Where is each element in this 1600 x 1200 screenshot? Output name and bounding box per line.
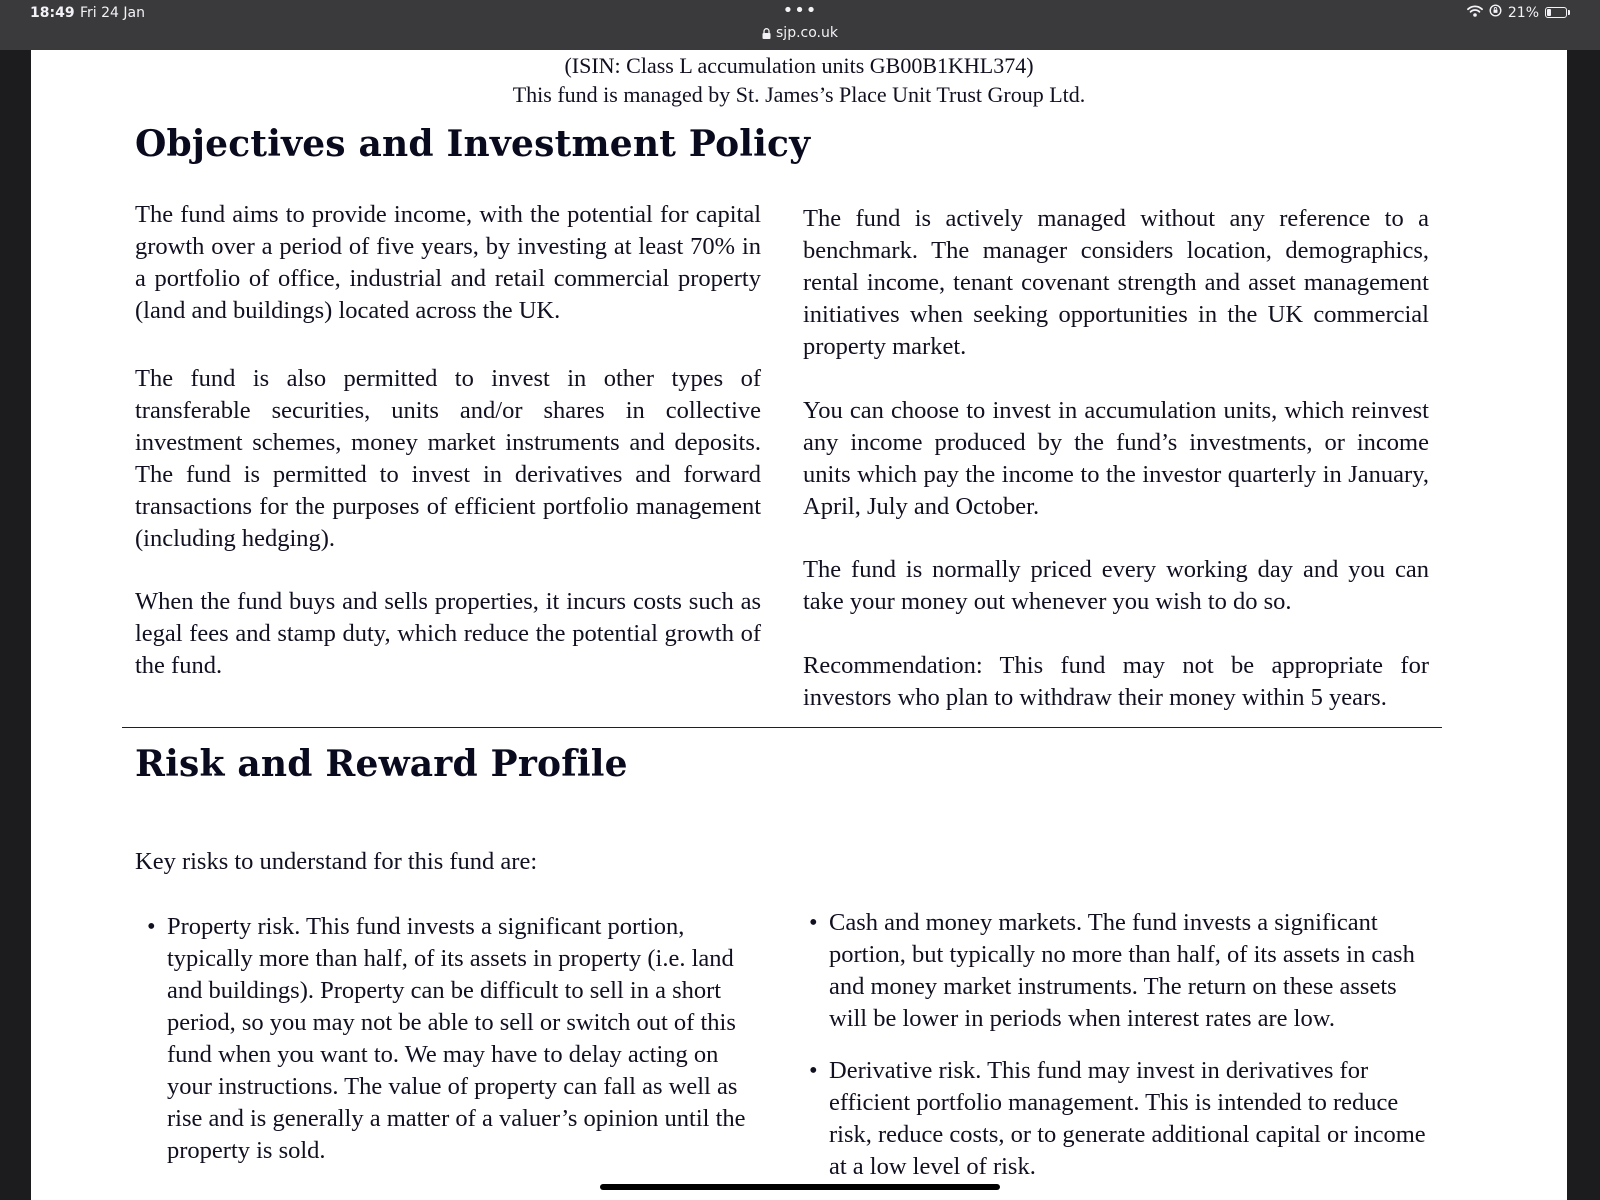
objectives-paragraph: The fund aims to provide income, with the potential for capital growth over a period of five years, by investing at least 70% in a portfolio of office, industrial and retail commercial property (land and buildings) located across the UK. (135, 201, 761, 324)
bullet-item (809, 907, 1439, 1035)
url-text: sjp.co.uk (776, 25, 838, 41)
risk-text: Property risk. This fund invests a significant portion, typically more than half, of its assets in property (i.e. land and buildings). Property can be difficult to sell in a short period, so you may not be able to sell or switch out of this fund when you want to. We may have to delay acting on your instructions. The value of property can fall as well as rise and is generally a matter of a valuer’s opinion until the property is sold. (167, 913, 746, 1164)
section-divider (122, 727, 1442, 728)
wifi-icon (1467, 5, 1483, 21)
bullet-icon: • (809, 909, 818, 936)
risk-text: Cash and money markets. The fund invests a significant portion, but typically no more than half, of its assets in cash and money market instruments. The return on these assets will be lower in periods when interest rates are low. (829, 909, 1415, 1032)
battery-level-fill (1547, 9, 1551, 16)
objectives-paragraph: The fund is normally priced every working day and you can take your money out whenever you wish to do so. (803, 556, 1429, 615)
bullet-icon: • (147, 913, 156, 940)
home-indicator[interactable] (600, 1184, 1000, 1190)
document-page[interactable] (31, 50, 1567, 1200)
bullet-icon: • (809, 1057, 818, 1084)
objectives-paragraph: The fund is also permitted to invest in other types of transferable securities, units and/or shares in collective investment schemes, money market instruments and deposits. The fund is permitted to invest in derivatives and forward transactions for the purposes of efficient portfolio management (including hedging). (135, 365, 761, 552)
battery-icon (1545, 7, 1570, 18)
objectives-paragraph: The fund is actively managed without any reference to a benchmark. The manager considers location, demographics, rental income, tenant covenant strength and asset management initiatives when seeking opportunities in the UK commercial property market. (803, 205, 1429, 360)
bullet-item (147, 911, 767, 1167)
lock-icon (762, 28, 771, 39)
status-right-group (1467, 4, 1570, 21)
status-time: 18:49 (30, 5, 75, 21)
manager-line: This fund is managed by St. James’s Place Unit Trust Group Ltd. (512, 82, 1086, 107)
objectives-paragraph: When the fund buys and sells properties, it incurs costs such as legal fees and stamp duty, which reduce the potential growth of the fund. (135, 588, 761, 679)
risk-text: Derivative risk. This fund may invest in derivatives for efficient portfolio management. This is intended to reduce risk, reduce costs, or to generate additional capital or income at a low level of risk. (829, 1057, 1426, 1180)
status-date: Fri 24 Jan (80, 5, 145, 21)
bullet-item (809, 1055, 1439, 1183)
objectives-paragraph: You can choose to invest in accumulation units, which reinvest any income produced by the fund’s investments, or income units which pay the income to the investor quarterly in January, April, July and October. (803, 397, 1429, 520)
multitasking-dots-icon[interactable]: ••• (782, 0, 818, 21)
recommendation-paragraph: Recommendation: This fund may not be appropriate for investors who plan to withdraw their money within 5 years. (803, 652, 1429, 711)
status-bar (0, 0, 1600, 50)
risk-heading: Risk and Reward Profile (135, 743, 628, 785)
isin-line: (ISIN: Class L accumulation units GB00B1KHL374) (564, 53, 1034, 78)
address-bar[interactable] (762, 25, 838, 41)
orientation-lock-icon (1489, 4, 1502, 21)
battery-percent: 21% (1507, 4, 1539, 21)
objectives-heading: Objectives and Investment Policy (135, 123, 811, 165)
key-risks-intro: Key risks to understand for this fund are: (135, 848, 538, 875)
